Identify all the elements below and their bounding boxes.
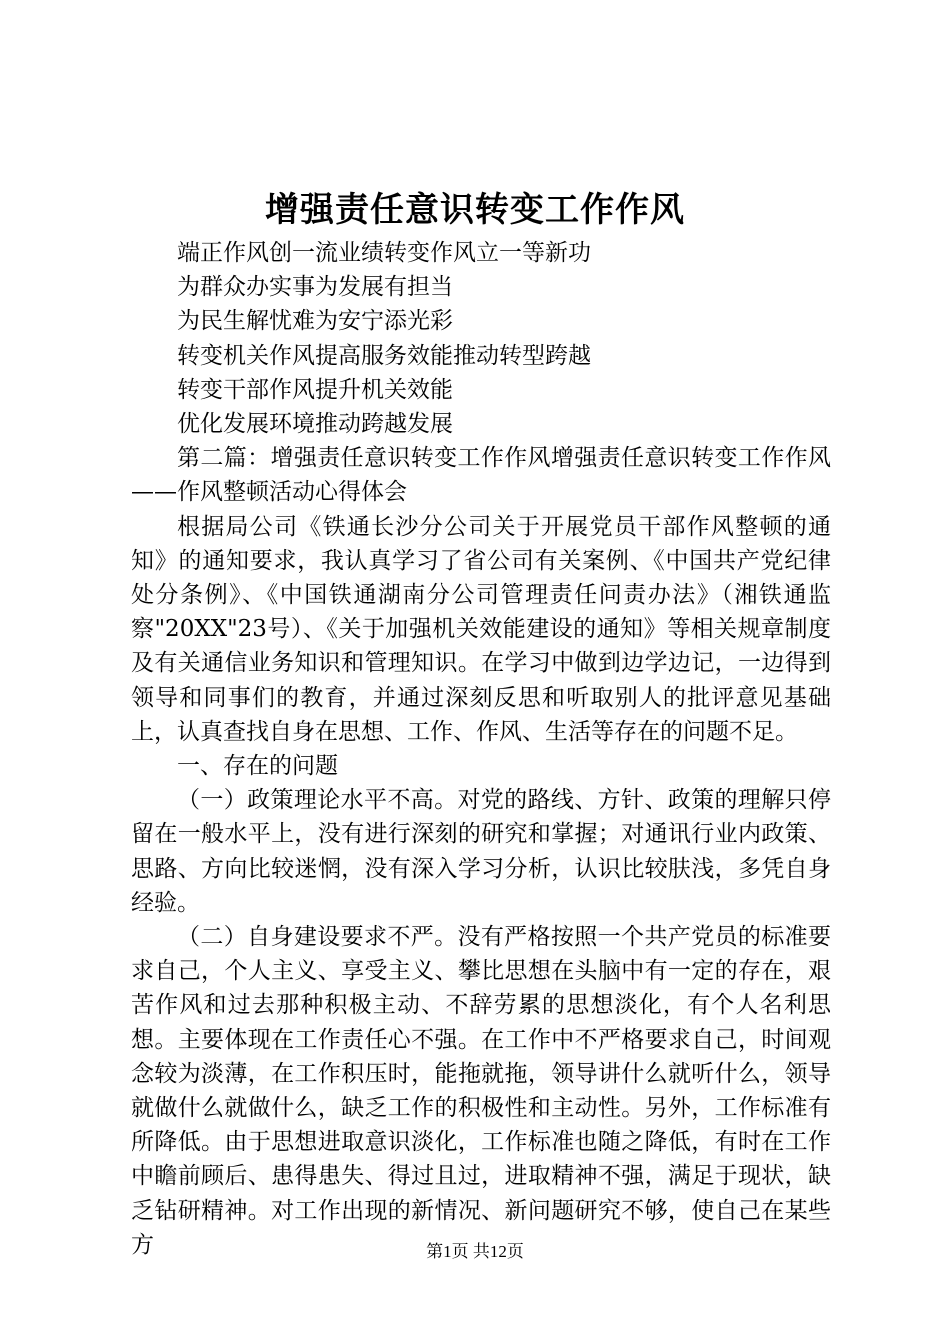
slogan-line: 为群众办实事为发展有担当 xyxy=(177,274,453,301)
slogan-line: 为民生解忧难为安宁添光彩 xyxy=(177,308,453,335)
subheading-paragraph: 一、存在的问题 xyxy=(177,753,338,780)
body-paragraph: 根据局公司《铁通长沙分公司关于开展党员干部作风整顿的通知》的通知要求，我认真学习了省公司有关案例、《中国共产党纪律处分条例》、《中国铁通湖南分公司管理责任问责办法》（湘铁通监察"20XX"23号）、《关于加强机关效能建设的通知》等相关规章制度及有关通信业务知识和管理知识。在学习中做到边学边记，一边得到领导和同事们的教育，并通过深刻反思和听取别人的批评意见基础上，认真查找自身在思想、工作、作风、生活等存在的问题不足。 xyxy=(131,513,831,745)
slogan-line: 转变机关作风提高服务效能推动转型跨越 xyxy=(177,342,591,369)
section-heading-paragraph: 第二篇：增强责任意识转变工作作风增强责任意识转变工作作风——作风整顿活动心得体会 xyxy=(131,445,831,506)
slogan-line: 转变干部作风提升机关效能 xyxy=(177,376,453,403)
page-footer: 第1页 共12页 xyxy=(426,1242,524,1261)
slogan-line: 端正作风创一流业绩转变作风立一等新功 xyxy=(177,240,591,266)
document-title: 增强责任意识转变工作作风 xyxy=(265,190,685,230)
document-body xyxy=(131,236,831,1262)
body-paragraph: （一）政策理论水平不高。对党的路线、方针、政策的理解只停留在一般水平上，没有进行深刻的研究和掌握；对通讯行业内政策、思路、方向比较迷惘，没有深入学习分析，认识比较肤浅，多凭自身经验。 xyxy=(131,787,831,916)
body-paragraph: （二）自身建设要求不严。没有严格按照一个共产党员的标准要求自己，个人主义、享受主义、攀比思想在头脑中有一定的存在，艰苦作风和过去那种积极主动、不辞劳累的思想淡化，有个人名利思想。主要体现在工作责任心不强。在工作中不严格要求自己，时间观念较为淡薄，在工作积压时，能拖就拖，领导讲什么就听什么，领导就做什么就做什么，缺乏工作的积极性和主动性。另外，工作标准有所降低。由于思想进取意识淡化，工作标准也随之降低，有时在工作中瞻前顾后、患得患失、得过且过，进取精神不强，满足于现状，缺乏钻研精神。对工作出现的新情况、新问题研究不够，使自己在某些方 xyxy=(131,924,831,1258)
slogan-line: 优化发展环境推动跨越发展 xyxy=(177,411,453,438)
